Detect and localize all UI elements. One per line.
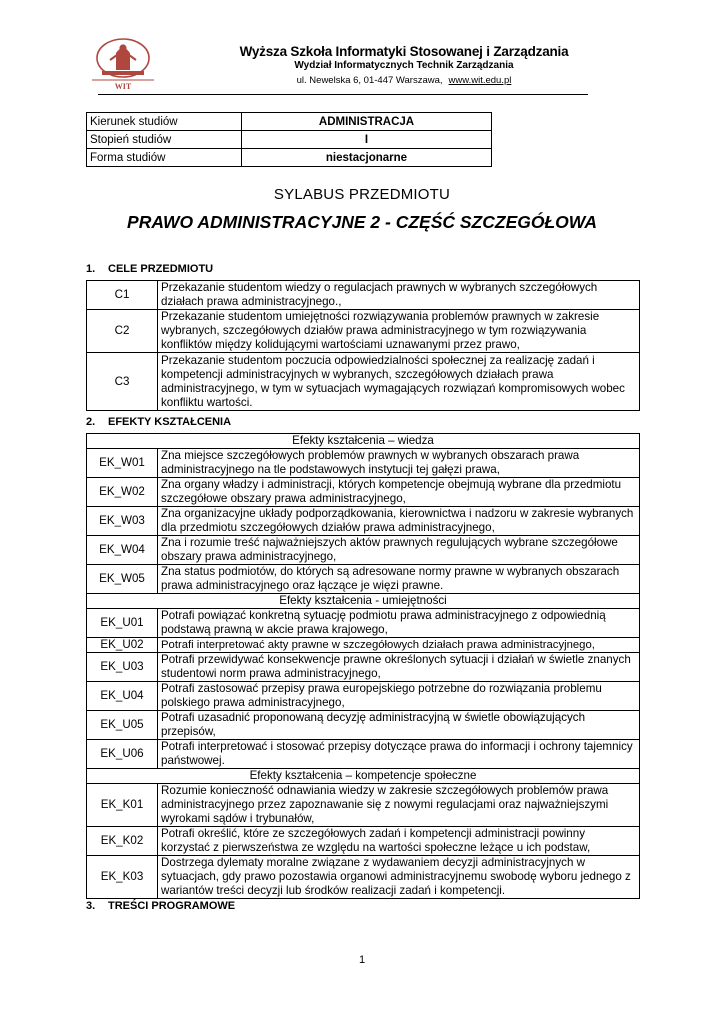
- table-row: [87, 638, 640, 653]
- table-row: [87, 609, 640, 638]
- outcome-code: EK_K03: [87, 856, 158, 899]
- info-label: Forma studiów: [87, 149, 242, 167]
- category-row: [87, 594, 640, 609]
- institution-logo: [86, 36, 160, 92]
- info-label: Stopień studiów: [87, 131, 242, 149]
- outcome-text: Potrafi powiązać konkretną sytuację podmiotu prawa administracyjnego z odpowiednią podstawą prawną w akcie prawa krajowego,: [158, 609, 640, 638]
- outcome-text: Potrafi określić, które ze szczegółowych zadań i kompetencji administracji powinny korzystać z pierwszeństwa ze względu na wartości społeczne leżące u ich podstaw,: [158, 827, 640, 856]
- svg-text:WIT: WIT: [114, 82, 132, 91]
- goal-code: C1: [87, 281, 158, 310]
- outcome-text: Potrafi przewidywać konsekwencje prawne określonych sytuacji i działań w świetle znanych studentowi norm prawa administracyjnego,: [158, 653, 640, 682]
- outcome-text: Potrafi zastosować przepisy prawa europejskiego potrzebne do rozwiązania problemu polskiego prawa administracyjnego,: [158, 682, 640, 711]
- section-heading-outcomes: [86, 416, 231, 428]
- info-label: Kierunek studiów: [87, 113, 242, 131]
- goal-code: C3: [87, 353, 158, 411]
- table-row: [87, 827, 640, 856]
- goal-code: C2: [87, 310, 158, 353]
- outcome-text: Zna i rozumie treść najważniejszych aktów prawnych regulujących wybrane szczegółowe obszary prawa administracyjnego,: [158, 536, 640, 565]
- outcome-text: Zna miejsce szczegółowych problemów prawnych w wybranych obszarach prawa administracyjnego na tle podstawowych instytucji tej gałęzi prawa,: [158, 449, 640, 478]
- table-row: [87, 478, 640, 507]
- info-row: [87, 149, 492, 167]
- section-heading-contents: [86, 900, 235, 912]
- outcome-code: EK_U03: [87, 653, 158, 682]
- goal-text: Przekazanie studentom poczucia odpowiedzialności społecznej za realizację zadań i kompetencji administracyjnych w wybranych, szczegółowych działach prawa administracyjnego, w tym w sytuacjach wymagających rozwiązań kompromisowych wobec konfliktu wartości.: [158, 353, 640, 411]
- outcome-code: EK_U01: [87, 609, 158, 638]
- outcome-code: EK_W04: [87, 536, 158, 565]
- table-row: [87, 856, 640, 899]
- goals-table: [86, 280, 640, 411]
- table-row: [87, 449, 640, 478]
- address: ul. Newelska 6, 01-447 Warszawa,: [296, 75, 443, 86]
- section-heading-goals: [86, 263, 213, 275]
- outcome-text: Potrafi interpretować i stosować przepisy dotyczące prawa do informacji i ochrony tajemnicy państwowej.: [158, 740, 640, 769]
- outcome-text: Potrafi interpretować akty prawne w szczegółowych działach prawa administracyjnego,: [158, 638, 640, 653]
- header-divider: [98, 94, 588, 95]
- outcome-code: EK_U05: [87, 711, 158, 740]
- faculty-name: Wydział Informatycznych Technik Zarządzania: [294, 60, 514, 71]
- section-title: EFEKTY KSZTAŁCENIA: [108, 416, 232, 428]
- table-row: [87, 536, 640, 565]
- outcome-text: Zna organy władzy i administracji, których kompetencje obejmują wybrane dla przedmiotu szczegółowe obszary prawa administracyjnego,: [158, 478, 640, 507]
- category-row: [87, 769, 640, 784]
- outcome-code: EK_U02: [87, 638, 158, 653]
- outcome-text: Dostrzega dylematy moralne związane z wydawaniem decyzji administracyjnych w sytuacjach, gdy prawo pozostawia organowi administracyjnemu swobodę wyboru jednego z wariantów treści decyzji lub środków realizacji zadań i kompetencji.: [158, 856, 640, 899]
- table-row: [87, 784, 640, 827]
- info-value: niestacjonarne: [242, 149, 492, 167]
- section-number: 1.: [86, 263, 96, 275]
- table-row: [87, 310, 640, 353]
- study-info-table: [86, 112, 492, 167]
- goal-text: Przekazanie studentom wiedzy o regulacjach prawnych w wybranych szczegółowych działach prawa administracyjnego.,: [158, 281, 640, 310]
- table-row: [87, 353, 640, 411]
- outcome-code: EK_W02: [87, 478, 158, 507]
- section-title: CELE PRZEDMIOTU: [108, 263, 214, 275]
- outcome-code: EK_W01: [87, 449, 158, 478]
- table-row: [87, 653, 640, 682]
- outcome-text: Rozumie konieczność odnawiania wiedzy w zakresie szczegółowych problemów prawa administracyjnego przez zapoznawanie się z nowymi regulacjami oraz najważniejszymi wyrokami sądów i trybunałów,: [158, 784, 640, 827]
- outcomes-table: [86, 433, 640, 899]
- table-row: [87, 507, 640, 536]
- table-row: [87, 711, 640, 740]
- table-row: [87, 565, 640, 594]
- category-heading: Efekty kształcenia - umiejętności: [87, 594, 640, 609]
- outcome-text: Zna organizacyjne układy podporządkowania, kierownictwa i nadzoru w zakresie wybranych dla przedmiotu szczegółowych działów prawa administracyjnego,: [158, 507, 640, 536]
- goal-text: Przekazanie studentom umiejętności rozwiązywania problemów prawnych w zakresie wybranych, szczegółowych działów prawa administracyjnego w tym rozwiązywania konfliktów między kolidującymi wartościami uznawanymi przez prawo,: [158, 310, 640, 353]
- outcome-code: EK_K02: [87, 827, 158, 856]
- institution-name: Wyższa Szkoła Informatyki Stosowanej i Zarządzania: [239, 44, 569, 59]
- section-number: 3.: [86, 900, 96, 912]
- outcome-text: Zna status podmiotów, do których są adresowane normy prawne w wybranych obszarach prawa administracyjnego oraz łączące je więzi prawne.: [158, 565, 640, 594]
- table-row: [87, 281, 640, 310]
- section-number: 2.: [86, 416, 96, 428]
- outcome-text: Potrafi uzasadnić proponowaną decyzję administracyjną w świetle obowiązujących przepisów,: [158, 711, 640, 740]
- outcome-code: EK_K01: [87, 784, 158, 827]
- outcome-code: EK_U06: [87, 740, 158, 769]
- category-heading: Efekty kształcenia – kompetencje społeczne: [87, 769, 640, 784]
- table-row: [87, 740, 640, 769]
- table-row: [87, 682, 640, 711]
- outcome-code: EK_W03: [87, 507, 158, 536]
- syllabus-label: SYLABUS PRZEDMIOTU: [273, 186, 451, 203]
- category-row: [87, 434, 640, 449]
- wit-logo-icon: [86, 36, 160, 92]
- info-value: I: [242, 131, 492, 149]
- outcome-code: EK_U04: [87, 682, 158, 711]
- category-heading: Efekty kształcenia – wiedza: [87, 434, 640, 449]
- info-row: [87, 113, 492, 131]
- outcome-code: EK_W05: [87, 565, 158, 594]
- info-row: [87, 131, 492, 149]
- section-title: TREŚCI PROGRAMOWE: [108, 900, 236, 912]
- address-line: [168, 75, 640, 86]
- info-value: ADMINISTRACJA: [242, 113, 492, 131]
- website-link[interactable]: www.wit.edu.pl: [448, 75, 512, 86]
- course-title: PRAWO ADMINISTRACYJNE 2 - CZĘŚĆ SZCZEGÓŁOWA: [127, 212, 597, 232]
- page-number: 1: [358, 954, 366, 966]
